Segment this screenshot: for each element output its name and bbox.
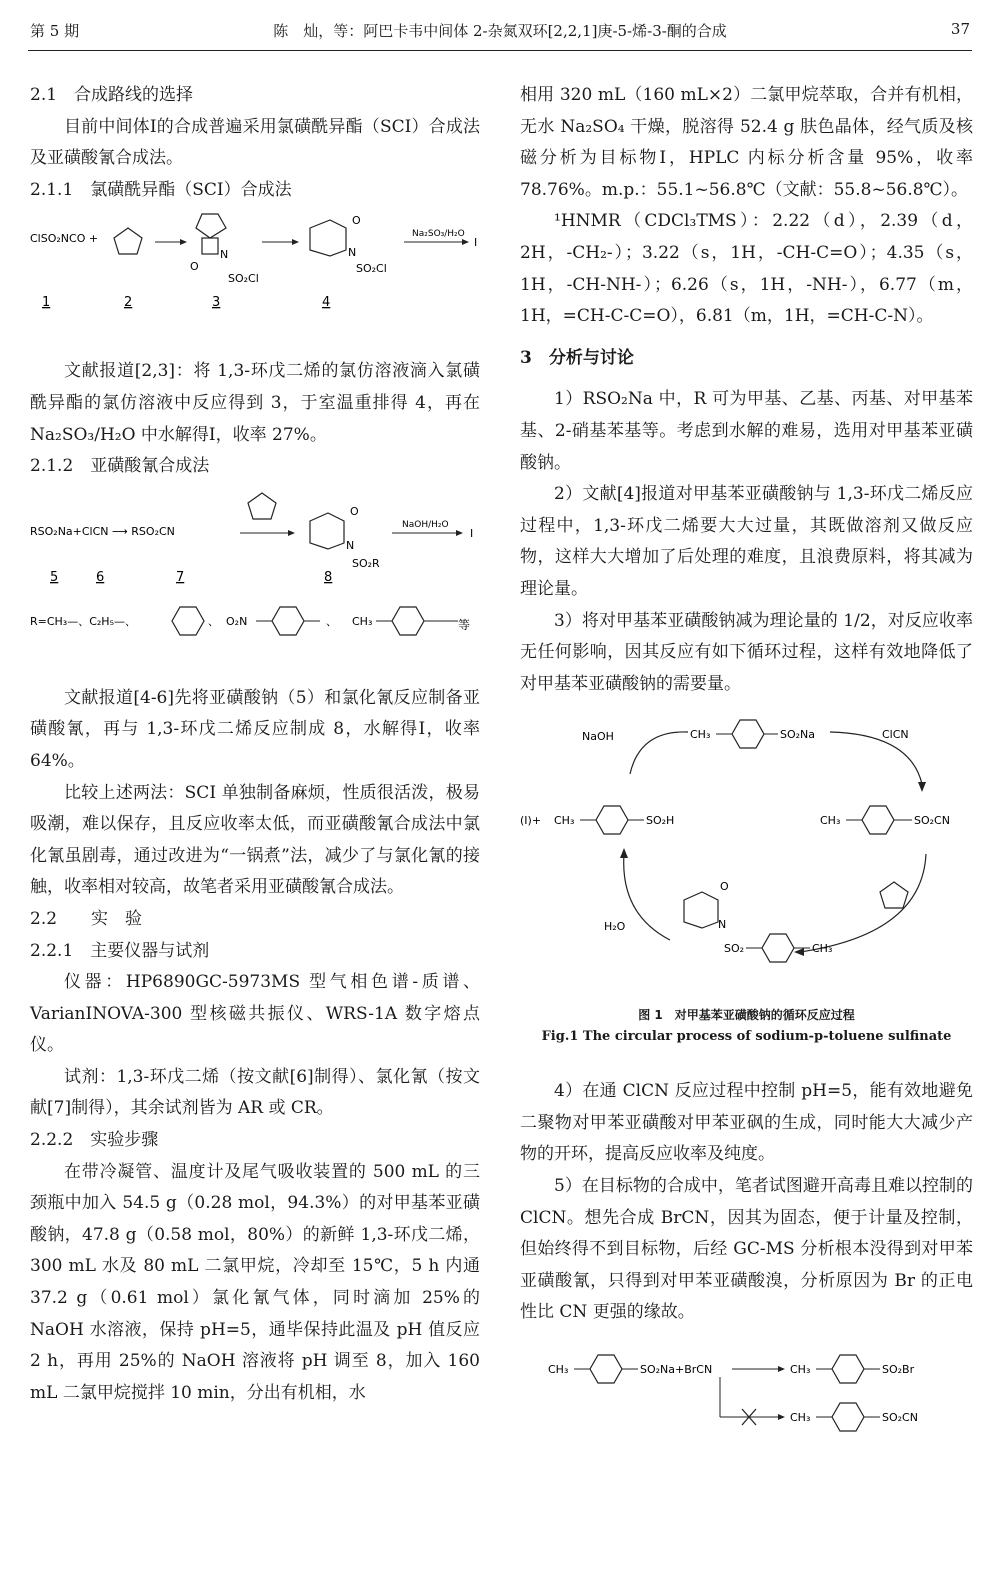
paragraph: 文献报道[2,3]：将 1,3-环戊二烯的氯仿溶液滴入氯磺酰异酯的氯仿溶液中反应得到 3，于室温重排得 4，再在 Na₂SO₃/H₂O 中水解得Ⅰ，收率 27%。 [30,361,480,445]
scheme-sulfinyl-cyanide-route [30,483,480,653]
reagent-text: ClSO₂NCO + [30,232,99,246]
paragraph: 2）文献[4]报道对甲基苯亚磺酸钠与 1,3-环戊二烯反应过程中，1,3-环戊二烯要大大过量，其既做溶剂又做反应物，这样大大增加了后处理的难度，且浪费原料，将其减为理论量。 [520,484,973,599]
section-2-1-heading: 2.1 合成路线的选择 [30,85,194,105]
compound-number: 6 [96,569,105,585]
so2r-label: SO₂R [352,556,380,570]
issue-number: 第 5 期 [30,22,80,40]
paragraph: 3）将对甲基苯亚磺酸钠减为理论量的 1/2，对反应收率无任何影响，因其反应有如下循环过程，这样有效地降低了对甲基苯亚磺酸钠的需要量。 [520,610,973,694]
section-2-2-heading: 2.2 实 验 [30,908,143,929]
benzene-ring [862,806,894,834]
running-title: 陈 灿，等：阿巴卡韦中间体 2-杂氮双环[2,2,1]庚-5-烯-3-酮的合成 [273,22,727,40]
right-column [520,80,973,1449]
compound-number: 7 [176,569,185,585]
benzene-ring [172,607,204,635]
benzene-ring [392,607,424,635]
nitrogen-label: N [346,538,355,552]
page-number: 37 [950,20,970,38]
so2h-label: SO₂H [646,814,675,828]
oxygen-label: O [720,880,729,894]
so2-label: SO₂ [724,942,745,956]
arrowhead [180,239,187,245]
paragraph: 比较上述两法：SCI 单独制备麻烦，性质很活泼，极易吸潮，难以保存，且反应收率太低，而亚磺酸氰合成法中氯化氰虽剧毒，通过改进为“一锅煮”法，减少了与氯化氰的接触，收率相对较高，故笔者采用亚磺酸氰合成法。 [30,782,480,898]
benzene-ring [832,1403,864,1431]
compound-number: 4 [322,295,331,311]
header-rule [28,50,972,51]
arrow-reagent-label: Na₂SO₃/H₂O [412,229,465,240]
paragraph: 试剂：1,3-环戊二烯（按文献[6]制得）、氯化氰（按文献[7]制得），其余试剂皆为 AR 或 CR。 [30,1066,480,1119]
benzene-ring [272,607,304,635]
compound-number: 8 [324,569,333,585]
nitrogen-label: N [348,246,357,260]
paragraph: 5）在目标物的合成中，笔者试图避开高毒且难以控制的 ClCN。想先合成 BrCN，因其为固态，便于计量及控制，但始终得不到目标物，后经 GC-MS 分析根本没得到对甲苯亚磺酸氰，只得到对甲苯亚磺酸溴，分析原因为 Br 的正电性比 CN 更强的缘故。 [520,1176,973,1323]
section-2-1-2-heading: 2.1.2 亚磺酸氰合成法 [30,456,210,477]
cycle-arc [624,854,670,940]
naoh-label: NaOH [582,730,614,744]
paragraph: 目前中间体Ⅰ的合成普遍采用氯磺酰异酯（SCI）合成法及亚磺酸氰合成法。 [30,116,480,169]
paragraph: 相用 320 mL（160 mL×2）二氯甲烷萃取，合并有机相，无水 Na₂SO₄ 干燥，脱溶得 52.4 g 肤色晶体，经气质及核磁分析为目标物Ⅰ，HPLC 内标分析含量 95%，收率 78.76%。m.p.：55.1~56.8℃（文献：55.8~56.8℃）。 [520,85,973,200]
product-label: I [474,236,478,250]
section-2-2-1-heading: 2.2.1 主要仪器与试剂 [30,940,210,961]
so2cl-label: SO₂Cl [356,262,387,276]
benzene-ring [762,934,794,962]
methyl-label: CH₃ [554,814,575,828]
running-header [30,20,970,46]
scheme-sci-route [30,206,480,312]
figure-1 [520,714,973,1004]
benzene-ring [732,720,764,748]
so2na-label: SO₂Na [780,728,816,742]
oxygen-label: O [352,214,361,228]
compound-number: 1 [42,295,51,311]
benzene-ring [590,1355,622,1383]
scheme-brcn-svg [520,1349,973,1449]
nitrogen-label: N [718,918,727,932]
paragraph: 4）在通 ClCN 反应过程中控制 pH=5，能有效地避免二聚物对甲苯亚磺酸对甲苯亚砜的生成，同时能大大减少产物的开环，提高反应收率及纯度。 [520,1081,973,1165]
so2br-label: SO₂Br [882,1363,915,1377]
scheme-brcn [520,1349,973,1449]
figure-1-caption-cn: 图 1 对甲基苯亚磺酸钠的循环反应过程 [638,1008,855,1023]
methyl-label: CH₃ [352,614,373,628]
arrowhead [794,948,804,956]
cycle-arc [800,854,926,952]
paragraph: 文献报道[4-6]先将亚磺酸钠（5）和氯化氰反应制备亚磺酸氰，再与 1,3-环戊二烯反应制成 8，水解得Ⅰ，收率 64%。 [30,687,480,771]
oxygen-label: O [350,504,359,518]
bicyclic-lactam-ring [310,513,344,549]
reactants-label: SO₂Na+BrCN [640,1363,713,1377]
bicyclic-lactam-ring [684,892,718,928]
so2cl-label: SO₂Cl [228,272,259,286]
separator: 、 [208,614,219,628]
arrowhead [292,239,299,245]
water-label: H₂O [604,920,626,934]
paragraph: 仪器：HP6890GC-5973MS 型气相色谱-质谱、VarianINOVA-300 型核磁共振仪、WRS-1A 数字熔点仪。 [30,972,480,1056]
paragraph: 在带冷凝管、温度计及尾气吸收装置的 500 mL 的三颈瓶中加入 54.5 g（0.28 mol，94.3%）的对甲基苯亚磺酸钠，47.8 g（0.58 mol，80%）的新鲜 1,3-环戊二烯，300 mL 水及 80 mL 二氯甲烷，冷却至 15℃，5 h 内通 37.2 g（0.61 mol）氯化氰气体，同时滴加 25%的 NaOH 水溶液，保持 pH=5，通毕保持此温及 pH 值反应 2 h，再用 25%的 NaOH 溶液将 pH 调至 8，加入 160 mL 二氯甲烷搅拌 10 min，分出有机相，水 [30,1161,480,1403]
oxygen-label: O [190,260,199,274]
cyclopentadiene-ring [248,493,276,519]
so2cn-label: SO₂CN [914,814,950,828]
paragraph: ¹HNMR（CDCl₃TMS）：2.22（d），2.39（d，2H，-CH₂-）；3.22（s，1H，-CH-C=O）；4.35（s，1H，-CH-NH-）；6.26（s，1H，-NH-），6.77（m，1H，=CH-C-C=O），6.81（m，1H，=CH-C-N）。 [520,211,974,327]
arrowhead [620,848,628,858]
methyl-label: CH₃ [812,942,833,956]
product-label: I [470,526,474,540]
so2cn-label: SO₂CN [882,1411,918,1425]
arrowhead [462,239,469,245]
nitrogen-label: N [220,248,229,262]
reaction-text: RSO₂Na+ClCN ⟶ RSO₂CN [30,524,175,538]
section-2-2-2-heading: 2.2.2 实验步骤 [30,1130,159,1151]
paragraph: 1）RSO₂Na 中，R 可为甲基、乙基、丙基、对甲基苯基、2-硝基苯基等。考虑到水解的难易，选用对甲基苯亚磺酸钠。 [520,389,973,473]
figure-1-caption-en: Fig.1 The circular process of sodium-p-toluene sulfinate [541,1029,952,1045]
arrowhead [288,530,295,536]
cyclopentadiene-ring [880,882,908,908]
r-definition: R=CH₃—、C₂H₅—、 [30,614,136,628]
cycle-arc [630,732,688,774]
methyl-label: CH₃ [790,1363,811,1377]
arrowhead [778,1414,785,1420]
methyl-label: CH₃ [820,814,841,828]
nitro-label: O₂N [226,614,248,628]
etc-label: 等 [458,617,471,632]
methyl-label: CH₃ [790,1411,811,1425]
bicyclic-ring [196,214,226,238]
methyl-label: CH₃ [690,728,711,742]
bicyclic-lactam-ring [310,220,346,256]
arrowhead [918,782,926,792]
compound-number: 2 [124,295,133,311]
benzene-ring [596,806,628,834]
arrowhead [456,530,463,536]
figure-1-svg [520,714,973,1004]
beta-lactam-ring [202,238,218,254]
methyl-label: CH₃ [548,1363,569,1377]
cyclopentadiene-ring [114,228,142,254]
compound-number: 3 [212,295,221,311]
left-column [30,80,480,1409]
arrowhead [778,1366,785,1372]
clcn-label: ClCN [882,728,909,742]
section-2-1-1-heading: 2.1.1 氯磺酰异酯（SCI）合成法 [30,179,292,200]
scheme-sulfinyl-svg [30,483,480,653]
section-3-heading: 3 分析与讨论 [520,347,634,368]
benzene-ring [832,1355,864,1383]
separator: 、 [326,614,337,628]
scheme-sci-svg [30,206,480,312]
product-plus-label: (Ⅰ)+ [520,814,542,828]
compound-number: 5 [50,569,59,585]
arrow-reagent-label: NaOH/H₂O [402,519,449,530]
